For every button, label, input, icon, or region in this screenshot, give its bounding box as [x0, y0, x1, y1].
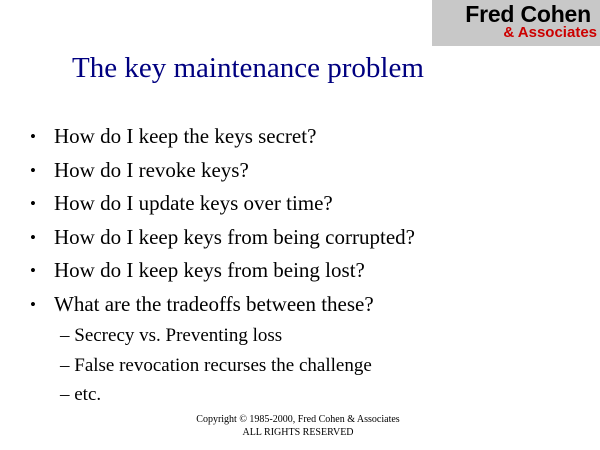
- bullet-text: What are the tradeoffs between these?: [54, 291, 374, 316]
- bullet-item: [30, 120, 415, 154]
- bullet-text: How do I keep the keys secret?: [54, 124, 317, 148]
- slide-title: The key maintenance problem: [72, 52, 424, 84]
- sub-bullet-item: – False revocation recurses the challenge: [60, 354, 372, 376]
- rights-reserved-text: ALL RIGHTS RESERVED: [242, 427, 354, 438]
- bullet-item: [30, 288, 415, 322]
- bullet-list: [30, 120, 415, 321]
- company-logo: [432, 0, 600, 46]
- sub-bullet-item: – etc.: [60, 384, 102, 405]
- bullet-item: [30, 221, 415, 255]
- sub-bullet-list: [60, 321, 372, 410]
- sub-bullet-item: – Secrecy vs. Preventing loss: [60, 325, 283, 346]
- bullet-item: [30, 154, 415, 188]
- bullet-icon: •: [30, 194, 36, 213]
- logo-associates: & Associates: [503, 24, 597, 41]
- bullet-text: How do I keep keys from being lost?: [54, 258, 365, 282]
- bullet-item: [30, 254, 415, 288]
- copyright-text: Copyright © 1985-2000, Fred Cohen & Associates: [196, 414, 400, 425]
- bullet-text: How do I update keys over time?: [54, 191, 333, 215]
- bullet-icon: •: [30, 294, 36, 314]
- logo-name: Fred Cohen: [465, 1, 591, 27]
- bullet-icon: •: [30, 227, 36, 247]
- bullet-item: [30, 187, 415, 221]
- bullet-icon: •: [30, 160, 36, 180]
- bullet-icon: •: [30, 261, 36, 280]
- bullet-icon: •: [30, 127, 36, 146]
- copyright-footer: [0, 413, 596, 439]
- bullet-text: How do I keep keys from being corrupted?: [54, 224, 415, 249]
- bullet-text: How do I revoke keys?: [54, 157, 249, 182]
